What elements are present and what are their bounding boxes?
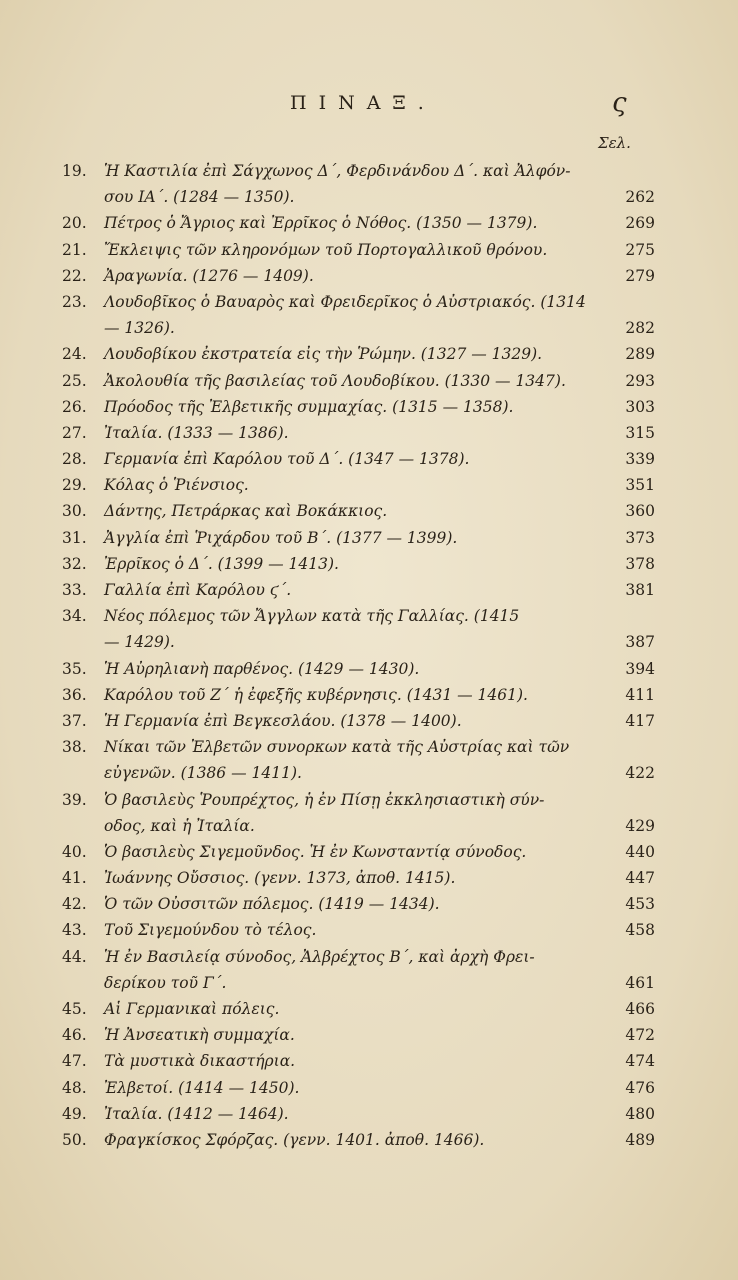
toc-entry-line [62,629,655,655]
entry-page-number: 339 [625,450,655,469]
entry-title: Φραγκίσκος Σφόρζας. (γενν. 1401. ἀποθ. 1466). [104,1130,485,1149]
entry-page-number: 282 [625,319,655,338]
toc-entry-line [62,551,655,577]
toc-entry-line [62,734,652,760]
entry-number: 24. [62,345,87,364]
entry-page-number: 351 [625,476,655,495]
toc-entry-line [62,420,655,446]
entry-page-number: 381 [625,581,655,599]
table-of-contents [62,158,655,1153]
entry-title: οδος, καὶ ἡ Ἰταλία. [104,816,255,835]
toc-entry-line [62,787,652,813]
entry-number: 43. [62,921,87,940]
entry-title: Ὁ τῶν Οὐσσιτῶν πόλεμος. (1419 — 1434). [104,895,440,914]
entry-number: 35. [62,659,87,678]
entry-page-number: 289 [625,345,655,364]
entry-page-number: 466 [625,1000,655,1018]
entry-number: 23. [62,292,87,311]
entry-number: 31. [62,528,87,547]
entry-title: Λουδοβίκου ἐκστρατεία εἰς τὴν Ῥώμην. (1327 — 1329). [104,345,543,364]
toc-entry-line [62,944,652,970]
entry-title: Πέτρος ὁ Ἄγριος καὶ Ἐρρῖκος ὁ Νόθος. (1350 — 1379). [104,214,538,233]
entry-number: 22. [62,266,87,285]
entry-title: Αἱ Γερμανικαὶ πόλεις. [104,1000,280,1018]
entry-number: 28. [62,450,87,469]
entry-page-number: 387 [625,633,655,652]
entry-title: Ἡ Ἀνσεατικὴ συμμαχία. [104,1026,295,1045]
entry-page-number: 480 [625,1104,655,1123]
entry-title: Δάντης, Πετράρκας καὶ Βοκάκκιος. [104,502,388,521]
entry-title: Νίκαι τῶν Ἐλβετῶν συνορκων κατὰ τῆς Αὐστρίας καὶ τῶν [104,738,570,757]
entry-number: 42. [62,895,87,914]
toc-entry-line [62,760,655,786]
entry-number: 19. [62,162,87,180]
entry-title: Ἰωάννης Οὔσσιος. (γενν. 1373, ἀποθ. 1415). [104,869,456,888]
entry-page-number: 429 [625,816,655,835]
toc-entry-line [62,1101,655,1127]
page-column-label: Σελ. [598,134,631,152]
toc-entry-line [62,498,655,524]
entry-title: Ὁ βασιλεὺς Ῥουπρέχτος, ἡ ἐν Πίσῃ ἐκκλησιαστικὴ σύν- [104,790,545,809]
toc-entry-line [62,237,655,263]
entry-number: 38. [62,738,87,757]
entry-number: 37. [62,711,87,730]
toc-entry-line [62,1048,655,1074]
entry-number: 36. [62,685,87,704]
entry-page-number: 303 [625,397,655,416]
toc-entry-line [62,472,655,498]
page-title: ΠΙΝΑΞ. [290,92,436,114]
entry-number: 30. [62,502,87,521]
entry-title: δερίκου τοῦ Γ΄. [104,973,227,992]
entry-page-number: 474 [625,1052,655,1071]
entry-title: σου ΙΑ΄. (1284 — 1350). [104,188,295,207]
entry-title: Ἀραγωνία. (1276 — 1409). [104,266,314,285]
entry-page-number: 279 [625,266,655,285]
toc-entry-line [62,682,655,708]
entry-number: 41. [62,869,87,888]
entry-number: 29. [62,476,87,495]
toc-entry-line [62,446,655,472]
toc-entry-line [62,368,655,394]
entry-number: 48. [62,1078,87,1097]
entry-title: Καρόλου τοῦ Ζ΄ ἡ ἐφεξῆς κυβέρνησις. (1431 — 1461). [104,685,528,704]
entry-page-number: 422 [625,764,655,783]
entry-page-number: 394 [625,659,655,678]
entry-page-number: 417 [625,711,655,730]
entry-title: — 1326). [104,319,175,338]
entry-number: 40. [62,842,87,861]
toc-entry-line [62,656,655,682]
toc-entry-line [62,1127,655,1153]
entry-page-number: 458 [625,921,655,940]
toc-entry-line [62,341,655,367]
entry-title: Ὁ βασιλεὺς Σιγεμοῦνδος. Ἡ ἐν Κωνσταντίᾳ σύνοδος. [104,842,527,861]
entry-page-number: 453 [625,895,655,914]
entry-title: Ἀγγλία ἐπὶ Ῥιχάρδου τοῦ Β΄. (1377 — 1399). [104,528,458,547]
toc-entry-line [62,263,655,289]
entry-number: 47. [62,1052,87,1071]
entry-title: Ἀκολουθία τῆς βασιλείας τοῦ Λουδοβίκου. (1330 — 1347). [104,371,566,390]
entry-title: Ἰταλία. (1412 — 1464). [104,1104,289,1123]
entry-page-number: 411 [625,685,655,704]
toc-entry-line [62,394,655,420]
entry-page-number: 489 [625,1130,655,1149]
toc-entry-line [62,917,655,943]
entry-page-number: 440 [625,842,655,861]
entry-title: Ἡ Καστιλία ἐπὶ Σάγχωνος Δ΄, Φερδινάνδου Δ΄. καὶ Ἀλφόν- [104,162,571,180]
toc-entry-line [62,708,655,734]
toc-entry-line [62,315,655,341]
toc-entry-line [62,839,655,865]
entry-title: Ἡ Αὐρηλιανὴ παρθένος. (1429 — 1430). [104,659,420,678]
toc-entry-line [62,184,655,210]
toc-entry-line [62,210,655,236]
entry-number: 26. [62,397,87,416]
entry-number: 50. [62,1130,87,1149]
entry-title: Κόλας ὁ Ῥιένσιος. [104,476,249,495]
entry-page-number: 378 [625,554,655,573]
entry-number: 34. [62,607,87,626]
entry-page-number: 447 [625,869,655,888]
entry-title: Γαλλία ἐπὶ Καρόλου ϛ΄. [104,581,292,599]
entry-number: 21. [62,240,87,259]
entry-title: Ἐλβετοί. (1414 — 1450). [104,1078,300,1097]
entry-number: 27. [62,423,87,442]
entry-title: Γερμανία ἐπὶ Καρόλου τοῦ Δ΄. (1347 — 1378). [104,450,470,469]
entry-title: Τὰ μυστικὰ δικαστήρια. [104,1052,296,1071]
entry-number: 25. [62,371,87,390]
toc-entry-line [62,970,655,996]
entry-title: Ἡ ἐν Βασιλείᾳ σύνοδος, Ἀλβρέχτος Β΄, καὶ ἀρχὴ Φρει- [104,947,535,966]
toc-entry-line [62,996,655,1022]
toc-entry-line [62,289,652,315]
entry-page-number: 262 [625,188,655,207]
entry-title: Ἡ Γερμανία ἐπὶ Βεγκεσλάου. (1378 — 1400). [104,711,462,730]
entry-number: 33. [62,581,87,599]
entry-title: — 1429). [104,633,175,652]
entry-number: 46. [62,1026,87,1045]
entry-number: 39. [62,790,87,809]
entry-number: 45. [62,1000,87,1018]
entry-page-number: 476 [625,1078,655,1097]
entry-page-number: 373 [625,528,655,547]
toc-entry-line [62,865,655,891]
entry-title: Ἰταλία. (1333 — 1386). [104,423,289,442]
toc-entry-line [62,1022,655,1048]
entry-page-number: 315 [625,423,655,442]
toc-entry-line [62,1075,655,1101]
entry-title: εὐγενῶν. (1386 — 1411). [104,764,302,783]
entry-page-number: 360 [625,502,655,521]
entry-number: 20. [62,214,87,233]
toc-entry-line [62,813,655,839]
entry-number: 32. [62,554,87,573]
page-header [0,88,738,128]
entry-title: Ἔκλειψις τῶν κληρονόμων τοῦ Πορτογαλλικοῦ θρόνου. [104,240,548,259]
entry-number: 49. [62,1104,87,1123]
entry-page-number: 275 [625,240,655,259]
entry-number: 44. [62,947,87,966]
entry-page-number: 461 [625,973,655,992]
folio-number: ς [612,88,627,118]
toc-entry-line [62,525,655,551]
toc-entry-line [62,158,652,184]
entry-title: Λουδοβῖκος ὁ Βαυαρὸς καὶ Φρειδερῖκος ὁ Αὐστριακός. (1314 [104,292,586,311]
toc-entry-line [62,891,655,917]
toc-entry-line [62,603,652,629]
entry-title: Ἐρρῖκος ὁ Δ΄. (1399 — 1413). [104,554,339,573]
entry-title: Πρόοδος τῆς Ἐλβετικῆς συμμαχίας. (1315 — 1358). [104,397,514,416]
toc-entry-line [62,577,655,603]
entry-page-number: 472 [625,1026,655,1045]
entry-page-number: 269 [625,214,655,233]
entry-title: Νέος πόλεμος τῶν Ἄγγλων κατὰ τῆς Γαλλίας. (1415 [104,607,520,626]
entry-page-number: 293 [625,371,655,390]
entry-title: Τοῦ Σιγεμούνδου τὸ τέλος. [104,921,317,940]
